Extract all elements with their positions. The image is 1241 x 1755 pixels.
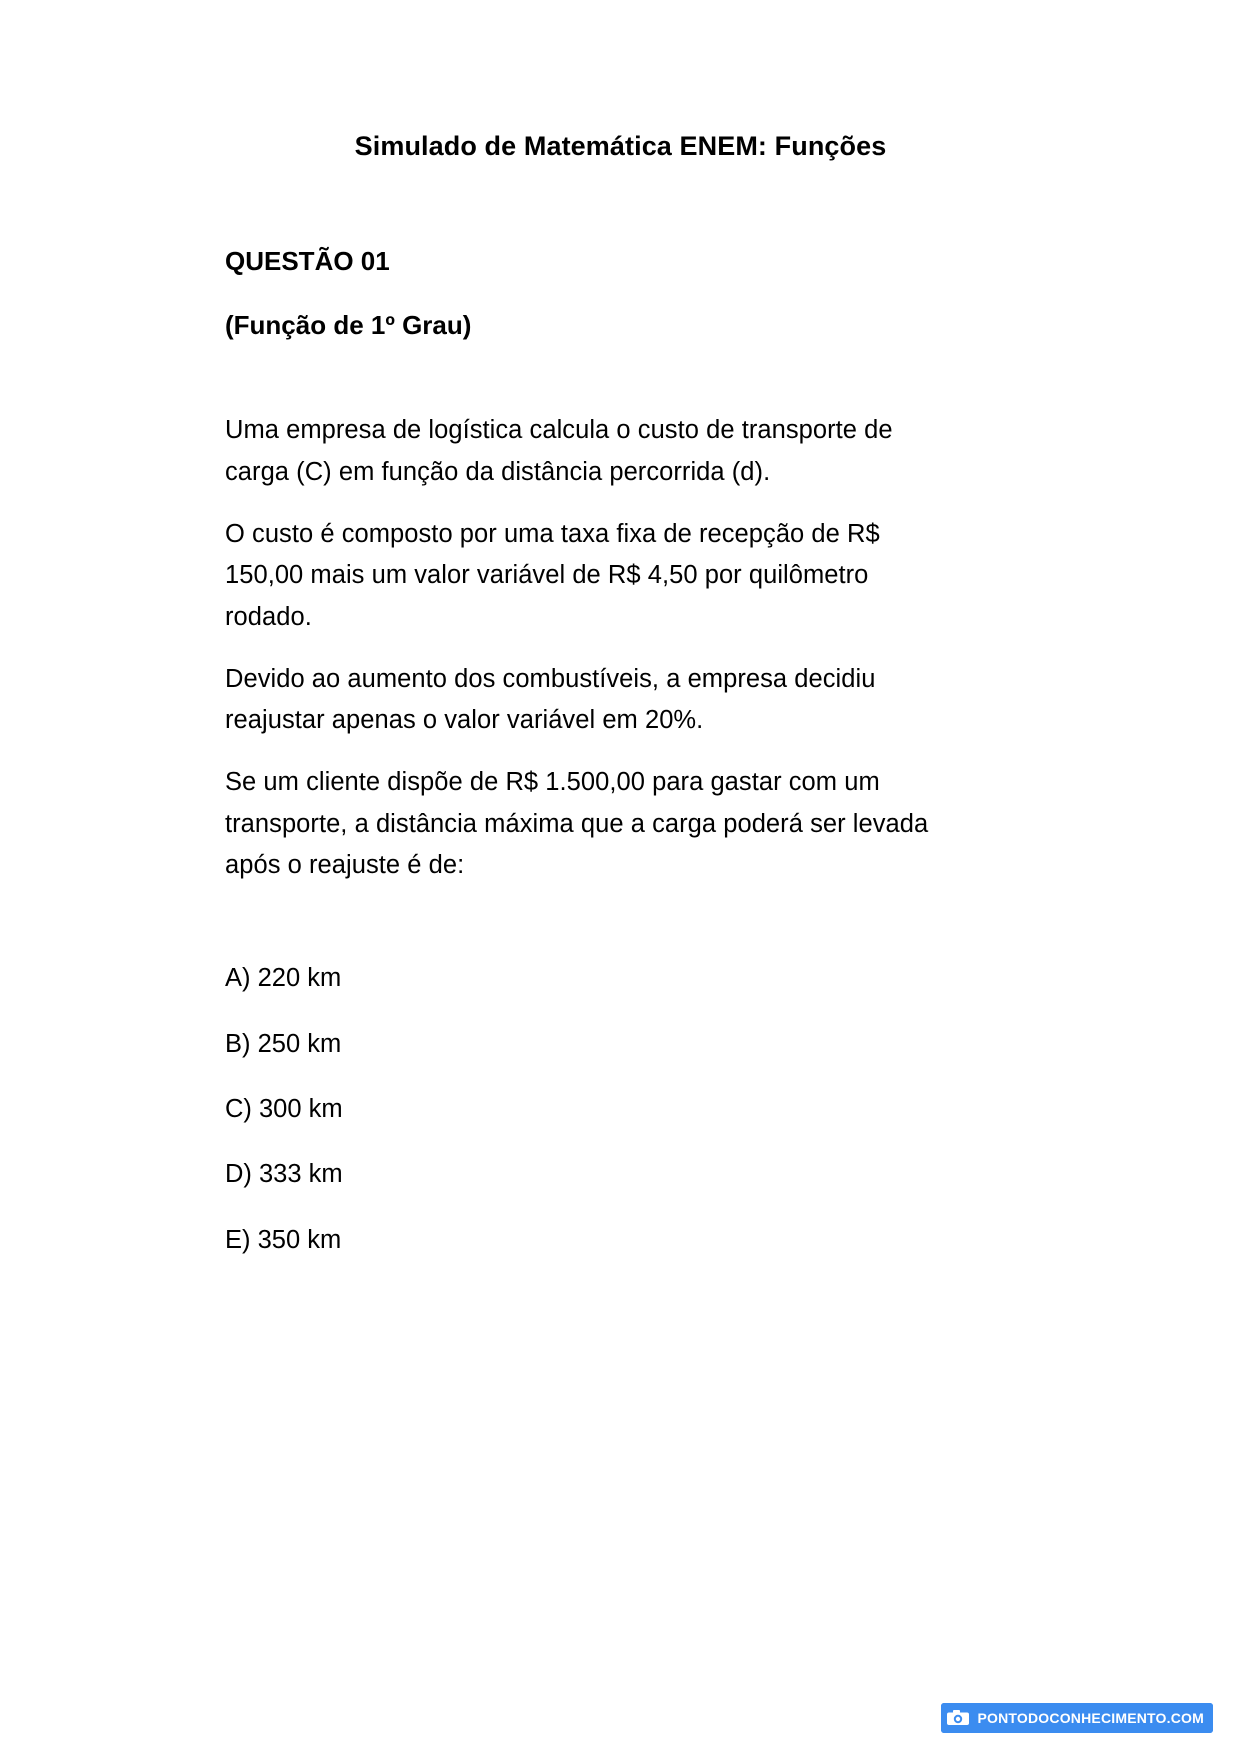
answer-option-e[interactable]: E) 350 km: [225, 1225, 342, 1254]
statement-paragraph: O custo é composto por uma taxa fixa de recepção de R$ 150,00 mais um valor variável de R$ 4,50 por quilômetro rodado.: [225, 519, 880, 631]
answer-options-list: [225, 886, 1016, 1260]
question-subtitle-heading: (Função de 1º Grau): [225, 309, 472, 340]
site-watermark: [941, 1703, 1213, 1733]
question-content: [0, 164, 1241, 1261]
answer-option-b[interactable]: B) 250 km: [225, 1029, 342, 1058]
watermark-label: PONTODOCONHECIMENTO.COM: [975, 1703, 1213, 1733]
camera-badge-icon: [941, 1703, 975, 1733]
statement-paragraph: Devido ao aumento dos combustíveis, a empresa decidiu reajustar apenas o valor variável em 20%.: [225, 664, 876, 735]
question-statement: [225, 342, 1016, 886]
answer-option-a[interactable]: A) 220 km: [225, 964, 342, 993]
answer-option-c[interactable]: C) 300 km: [225, 1094, 343, 1123]
statement-paragraph: Uma empresa de logística calcula o custo de transporte de carga (C) em função da distância percorrida (d).: [225, 416, 893, 486]
answer-option-d[interactable]: D) 333 km: [225, 1160, 343, 1189]
page-title: Simulado de Matemática ENEM: Funções: [354, 131, 887, 161]
question-number-heading: QUESTÃO 01: [225, 245, 390, 276]
statement-paragraph: Se um cliente dispõe de R$ 1.500,00 para gastar com um transporte, a distância máxima que a carga poderá ser levada após o reajuste é de:: [225, 768, 929, 880]
